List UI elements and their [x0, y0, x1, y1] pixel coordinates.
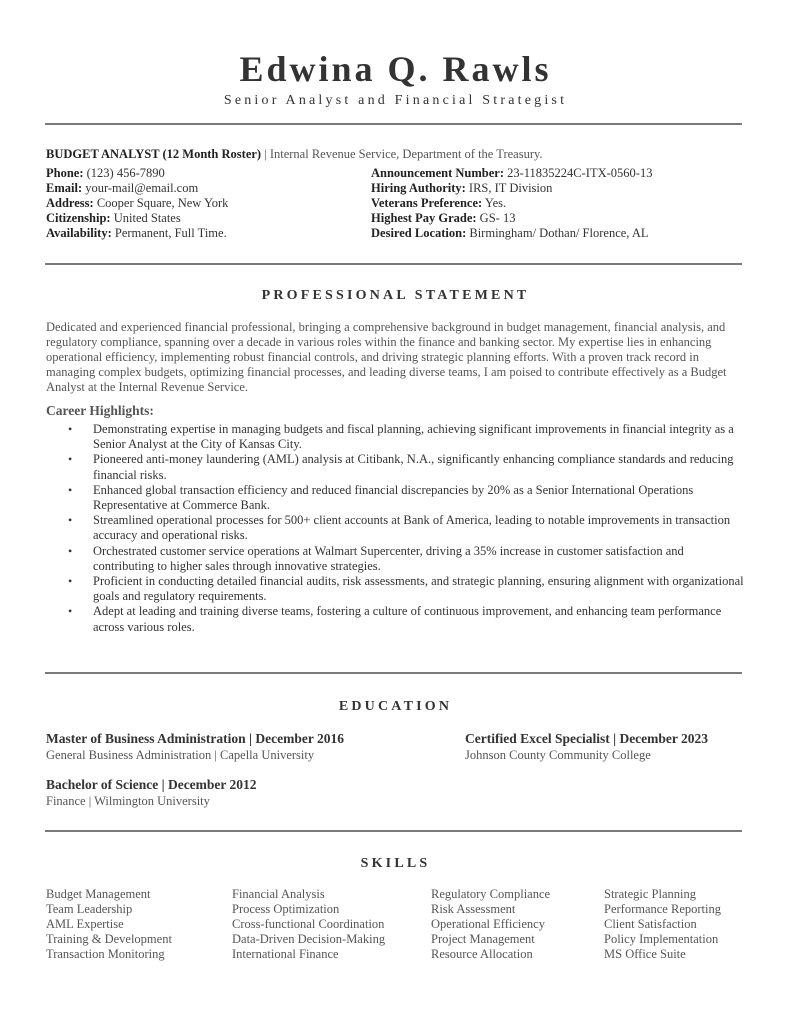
contact-value: Yes.: [482, 196, 507, 210]
contact-row: [371, 196, 652, 211]
divider: [45, 830, 742, 832]
contact-label: Hiring Authority:: [371, 181, 466, 195]
contact-value: (123) 456-7890: [83, 166, 165, 180]
skill-item: Financial Analysis: [232, 887, 325, 901]
divider: [45, 123, 742, 125]
contact-right: [371, 166, 652, 241]
skill-item: Operational Efficiency: [431, 917, 545, 932]
section-heading-education: EDUCATION: [338, 699, 453, 714]
candidate-subtitle: Senior Analyst and Financial Strategist: [223, 93, 568, 108]
skills-column: [46, 887, 172, 962]
career-highlights-title: Career Highlights:: [46, 403, 154, 418]
skills-column: [431, 887, 550, 962]
list-item: [46, 574, 746, 604]
section-heading-statement: PROFESSIONAL STATEMENT: [261, 288, 530, 303]
education-degree: Certified Excel Specialist | December 2023: [465, 731, 709, 746]
contact-label: Highest Pay Grade:: [371, 211, 477, 225]
position-title: BUDGET ANALYST (12 Month Roster): [46, 147, 262, 161]
education-school: Finance | Wilmington University: [46, 794, 210, 808]
list-item: [46, 422, 746, 452]
contact-row: [371, 226, 652, 241]
bullet-icon: •: [68, 513, 73, 528]
bullet-icon: •: [68, 543, 73, 558]
contact-left: [46, 166, 228, 241]
education-item: [46, 777, 257, 809]
highlight-text: Demonstrating expertise in managing budgets and fiscal planning, achieving significant improvements in financial integrity as a Senior Analyst at the City of Kansas City.: [93, 422, 734, 452]
bullet-icon: •: [68, 604, 73, 619]
education-school: Johnson County Community College: [465, 748, 651, 762]
contact-row: [46, 196, 228, 211]
highlight-text: Pioneered anti-money laundering (AML) analysis at Citibank, N.A., significantly enhancing compliance standards and reducing financial risks.: [93, 452, 734, 482]
career-highlights-list: [46, 422, 746, 635]
contact-row: [46, 181, 228, 196]
skill-item: Process Optimization: [232, 902, 340, 917]
section-heading-skills: SKILLS: [360, 856, 431, 871]
bullet-icon: •: [68, 452, 73, 467]
contact-value: IRS, IT Division: [465, 181, 553, 195]
bullet-icon: •: [68, 422, 73, 436]
contact-label: Veterans Preference:: [371, 196, 483, 210]
skill-item: Risk Assessment: [431, 902, 516, 917]
contact-row: [371, 166, 652, 181]
skill-item: International Finance: [232, 947, 339, 962]
education-degree: Bachelor of Science | December 2012: [46, 777, 257, 792]
skill-item: Performance Reporting: [604, 902, 721, 917]
position-org: | Internal Revenue Service, Department of the Treasury.: [261, 147, 543, 161]
bullet-icon: •: [68, 482, 73, 497]
contact-label: Email:: [46, 181, 83, 195]
list-item: [46, 604, 746, 634]
contact-row: [371, 181, 652, 196]
contact-value: GS- 13: [476, 211, 516, 225]
contact-row: [46, 226, 228, 241]
skill-item: Training & Development: [46, 932, 172, 947]
contact-row: [46, 211, 228, 226]
contact-label: Citizenship:: [46, 211, 111, 225]
list-item: [46, 513, 746, 543]
professional-statement: Dedicated and experienced financial professional, bringing a comprehensive background in budget management, financial analysis, and regulatory compliance, spanning over a decade in various roles within the finance and banking sector. My expertise lies in enhancing operational efficiency, implementing robust financial controls, and driving strategic planning efforts. With a proven track record in managing complex budgets, optimizing financial processes, and leading diverse teams, I am poised to contribute effectively as a Budget Analyst at the Internal Revenue Service.: [46, 320, 727, 394]
highlight-text: Adept at leading and training diverse teams, fostering a culture of continuous improvement, and enhancing team performance across various roles.: [93, 604, 722, 634]
divider: [45, 672, 742, 674]
divider: [45, 263, 742, 265]
skill-item: Budget Management: [46, 887, 151, 901]
skill-item: Policy Implementation: [604, 932, 719, 947]
skill-item: MS Office Suite: [604, 947, 686, 962]
skills-column: [604, 887, 721, 962]
skill-item: Transaction Monitoring: [46, 947, 165, 962]
contact-value: 23-11835224C-ITX-0560-13: [503, 166, 653, 180]
education-degree: Master of Business Administration | December 2016: [46, 731, 344, 746]
bullet-icon: •: [68, 574, 73, 589]
contact-label: Desired Location:: [371, 226, 467, 240]
contact-label: Announcement Number:: [371, 166, 504, 180]
highlight-text: Orchestrated customer service operations at Walmart Supercenter, driving a 35% increase in customer satisfaction and contributing to higher sales through innovative strategies.: [93, 543, 684, 573]
list-item: [46, 483, 746, 513]
skills-column: [232, 887, 385, 962]
skill-item: Data-Driven Decision-Making: [232, 932, 386, 947]
contact-value: Permanent, Full Time.: [111, 226, 227, 240]
skill-item: Team Leadership: [46, 902, 133, 917]
candidate-name: Edwina Q. Rawls: [239, 49, 552, 89]
skill-item: Cross-functional Coordination: [232, 917, 385, 932]
position-line: [46, 147, 543, 162]
contact-row: [371, 211, 652, 226]
skill-item: Resource Allocation: [431, 947, 533, 962]
skill-item: AML Expertise: [46, 917, 124, 932]
skill-item: Client Satisfaction: [604, 917, 697, 932]
skill-item: Strategic Planning: [604, 887, 696, 901]
education-item: [465, 731, 708, 763]
education-item: [46, 731, 344, 763]
skill-item: Project Management: [431, 932, 535, 947]
contact-label: Address:: [46, 196, 94, 210]
highlight-text: Proficient in conducting detailed financial audits, risk assessments, and strategic planning, ensuring alignment with organizational goals and regulatory requirements.: [93, 574, 744, 604]
contact-value: Cooper Square, New York: [93, 196, 229, 210]
highlight-text: Streamlined operational processes for 500+ client accounts at Bank of America, leading to notable improvements in transaction accuracy and operational risks.: [93, 513, 731, 543]
contact-row: [46, 166, 228, 181]
contact-value: your-mail@email.com: [82, 181, 199, 195]
contact-label: Phone:: [46, 166, 84, 180]
list-item: [46, 452, 746, 482]
contact-value: Birmingham/ Dothan/ Florence, AL: [466, 226, 649, 240]
education-school: General Business Administration | Capella University: [46, 748, 315, 762]
contact-label: Availability:: [46, 226, 112, 240]
highlight-text: Enhanced global transaction efficiency and reduced financial discrepancies by 20% as a Senior International Operations Representative at Commerce Bank.: [93, 482, 694, 513]
list-item: [46, 544, 746, 574]
contact-value: United States: [110, 211, 181, 225]
skill-item: Regulatory Compliance: [431, 887, 551, 901]
